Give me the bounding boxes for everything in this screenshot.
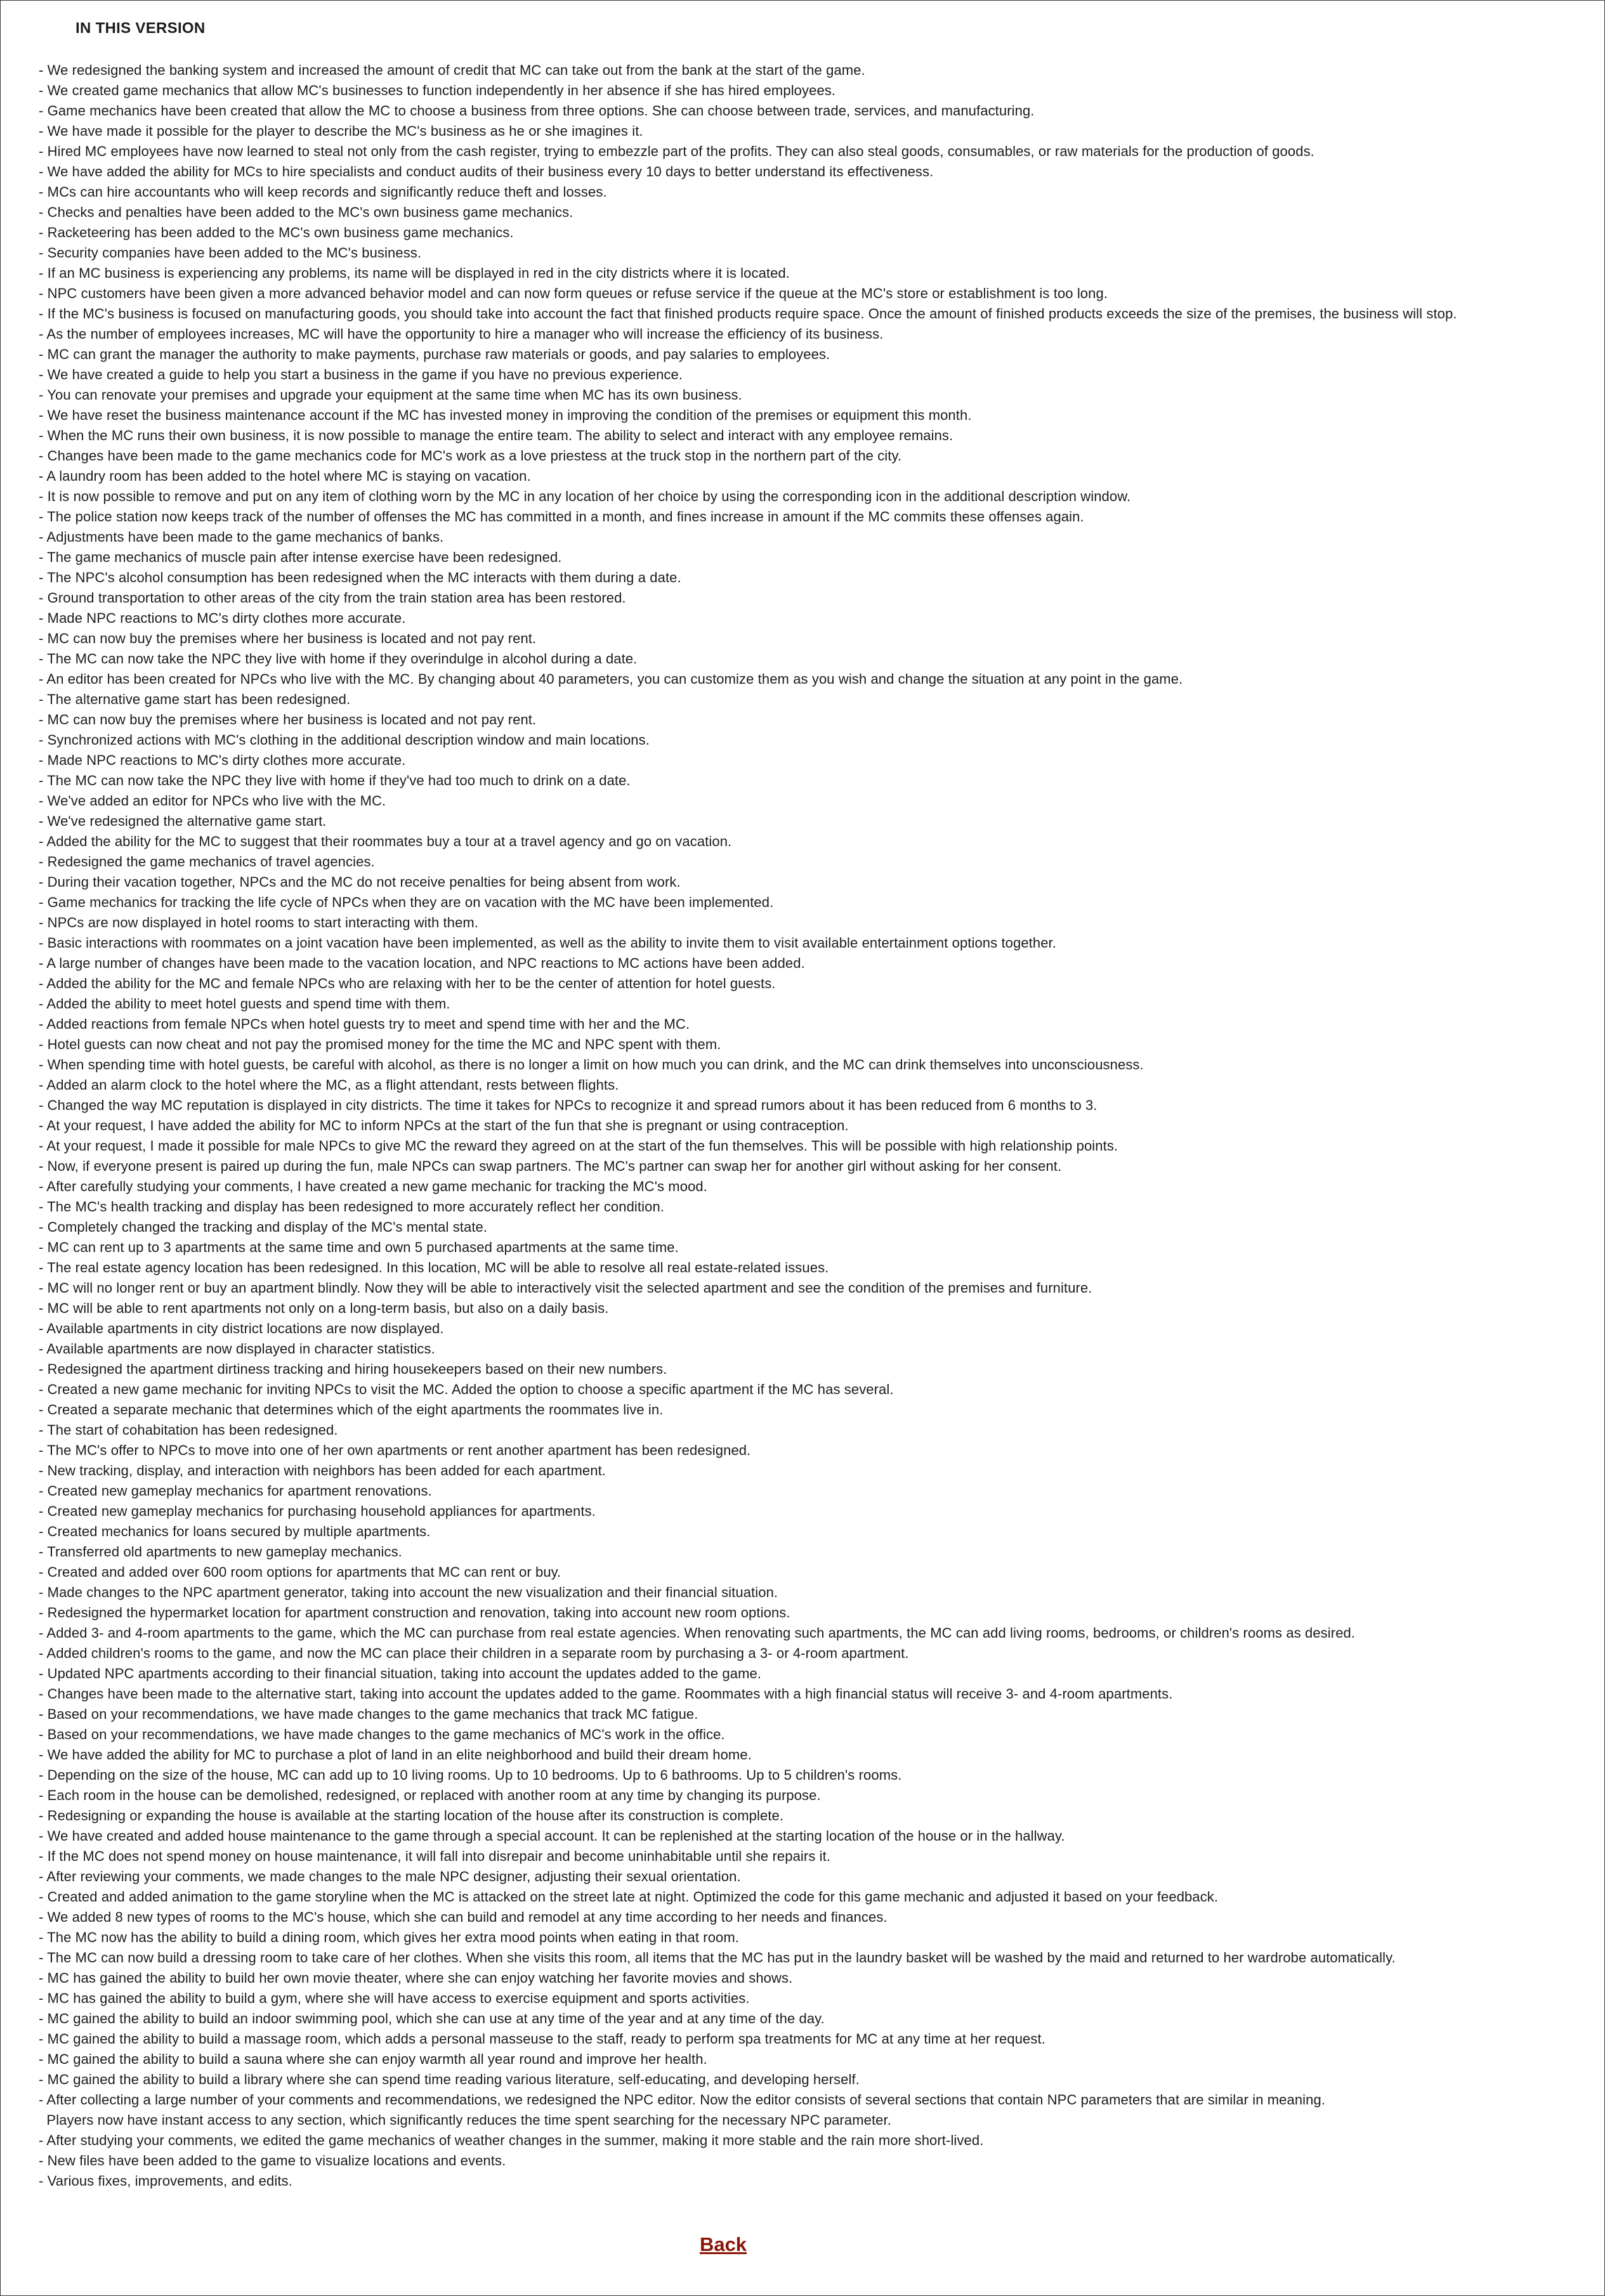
changelog-item: - The NPC's alcohol consumption has been redesigned when the MC interacts with them during a date. — [39, 570, 681, 585]
changelog-item: - When spending time with hotel guests, be careful with alcohol, as there is no longer a limit on how much you can drink, and the MC can drink themselves into unconsciousness. — [39, 1057, 1144, 1073]
changelog-item: - Added the ability for the MC to suggest that their roommates buy a tour at a travel agency and go on vacation. — [39, 833, 732, 849]
changelog-item: - Available apartments in city district locations are now displayed. — [39, 1321, 444, 1336]
changelog-item: - A laundry room has been added to the hotel where MC is staying on vacation. — [39, 468, 531, 484]
changelog-item: - If an MC business is experiencing any problems, its name will be displayed in red in the city districts where it is located. — [39, 265, 790, 281]
changelog-item: - Hotel guests can now cheat and not pay the promised money for the time the MC and NPC spent with them. — [39, 1036, 721, 1052]
changelog-item: - It is now possible to remove and put on any item of clothing worn by the MC in any location of her choice by using the corresponding icon in the additional description window. — [39, 488, 1131, 504]
changelog-item: - The MC's offer to NPCs to move into one of her own apartments or rent another apartment has been redesigned. — [39, 1442, 751, 1458]
changelog-item: - MCs can hire accountants who will keep records and significantly reduce theft and losses. — [39, 184, 607, 200]
changelog-item: - Ground transportation to other areas of the city from the train station area has been restored. — [39, 590, 626, 606]
changelog-item: - Made NPC reactions to MC's dirty clothes more accurate. — [39, 610, 406, 626]
changelog-item: - Adjustments have been made to the game mechanics of banks. — [39, 529, 444, 545]
changelog-item: - Created new gameplay mechanics for apartment renovations. — [39, 1483, 432, 1499]
changelog-item: - During their vacation together, NPCs and the MC do not receive penalties for being absent from work. — [39, 874, 681, 890]
changelog-item: - Created mechanics for loans secured by multiple apartments. — [39, 1523, 431, 1539]
changelog-item: - The MC can now take the NPC they live with home if they've had too much to drink on a date. — [39, 773, 631, 788]
changelog-item: - Available apartments are now displayed in character statistics. — [39, 1341, 435, 1357]
changelog-item: - MC will no longer rent or buy an apartment blindly. Now they will be able to interactively visit the selected apartment and see the condition of the premises and furniture. — [39, 1280, 1092, 1296]
changelog-item: - Game mechanics have been created that allow the MC to choose a business from three options. She can choose between trade, services, and manufacturing. — [39, 103, 1035, 119]
changelog-item: - We have made it possible for the player to describe the MC's business as he or she imagines it. — [39, 123, 643, 139]
changelog-item: - The MC can now take the NPC they live with home if they overindulge in alcohol during a date. — [39, 651, 638, 667]
changelog-item: - Created and added over 600 room options for apartments that MC can rent or buy. — [39, 1564, 561, 1580]
changelog-item: - We added 8 new types of rooms to the MC's house, which she can build and remodel at any time according to her needs and finances. — [39, 1909, 888, 1925]
changelog-item: - We redesigned the banking system and increased the amount of credit that MC can take out from the bank at the start of the game. — [39, 62, 865, 78]
changelog-item: - NPC customers have been given a more advanced behavior model and can now form queues or refuse service if the queue at the MC's store or establishment is too long. — [39, 285, 1108, 301]
changelog-item: - The real estate agency location has been redesigned. In this location, MC will be able to resolve all real estate-related issues. — [39, 1260, 829, 1275]
changelog-item: - New tracking, display, and interaction with neighbors has been added for each apartment. — [39, 1463, 606, 1478]
changelog-item: - Added the ability to meet hotel guests and spend time with them. — [39, 996, 450, 1012]
changelog-item: - Redesigned the hypermarket location for apartment construction and renovation, taking into account new room options. — [39, 1605, 790, 1621]
changelog-item: - We've redesigned the alternative game start. — [39, 813, 327, 829]
changelog-item: - Changes have been made to the game mechanics code for MC's work as a love priestess at the truck stop in the northern part of the city. — [39, 448, 902, 464]
changelog-item: - Basic interactions with roommates on a joint vacation have been implemented, as well as the ability to invite them to visit available entertainment options together. — [39, 935, 1056, 951]
changelog-item: - You can renovate your premises and upgrade your equipment at the same time when MC has its own business. — [39, 387, 742, 403]
changelog-item: - The MC's health tracking and display has been redesigned to more accurately reflect her condition. — [39, 1199, 664, 1215]
changelog-item: - After studying your comments, we edited the game mechanics of weather changes in the summer, making it more stable and the rain more short-lived. — [39, 2132, 984, 2148]
changelog-item: - Various fixes, improvements, and edits. — [39, 2173, 292, 2189]
changelog-item: - Redesigned the apartment dirtiness tracking and hiring housekeepers based on their new numbers. — [39, 1361, 667, 1377]
changelog-item: - The police station now keeps track of the number of offenses the MC has committed in a month, and fines increase in amount if the MC commits these offenses again. — [39, 509, 1084, 525]
changelog-item: - We've added an editor for NPCs who live with the MC. — [39, 793, 386, 809]
changelog-item: - We have added the ability for MC to purchase a plot of land in an elite neighborhood and build their dream home. — [39, 1747, 752, 1763]
page-title: IN THIS VERSION — [75, 20, 206, 37]
changelog-item: - Made changes to the NPC apartment generator, taking into account the new visualization and their financial situation. — [39, 1584, 778, 1600]
changelog-item: - Security companies have been added to the MC's business. — [39, 245, 422, 261]
changelog-item: - Each room in the house can be demolished, redesigned, or replaced with another room at any time by changing its purpose. — [39, 1787, 821, 1803]
changelog-item: - The MC can now build a dressing room to take care of her clothes. When she visits this room, all items that the MC has put in the laundry basket will be washed by the maid and returned to her wardrobe automatically. — [39, 1950, 1396, 1966]
changelog-item: - After carefully studying your comments, I have created a new game mechanic for tracking the MC's mood. — [39, 1178, 707, 1194]
changelog-item: - A large number of changes have been made to the vacation location, and NPC reactions to MC actions have been added. — [39, 955, 805, 971]
changelog-item: - Made NPC reactions to MC's dirty clothes more accurate. — [39, 752, 406, 768]
back-link-container — [39, 2233, 1598, 2256]
changelog-item: - When the MC runs their own business, it is now possible to manage the entire team. The ability to select and interact with any employee remains. — [39, 427, 953, 443]
changelog-item: - MC gained the ability to build an indoor swimming pool, which she can use at any time of the year and at any time of the day. — [39, 2011, 825, 2026]
changelog-item: - MC has gained the ability to build her own movie theater, where she can enjoy watching her favorite movies and shows. — [39, 1970, 793, 1986]
changelog-item: - The game mechanics of muscle pain after intense exercise have been redesigned. — [39, 549, 562, 565]
changelog-item: - We have created and added house maintenance to the game through a special account. It can be replenished at the starting location of the house or in the hallway. — [39, 1828, 1065, 1844]
changelog-item: - Created a separate mechanic that determines which of the eight apartments the roommates live in. — [39, 1402, 664, 1418]
back-link[interactable]: Back — [699, 2233, 747, 2255]
changelog-item: - Checks and penalties have been added to the MC's own business game mechanics. — [39, 204, 573, 220]
changelog-item: - The alternative game start has been redesigned. — [39, 691, 351, 707]
changelog-item: - MC can grant the manager the authority to make payments, purchase raw materials or goods, and pay salaries to employees. — [39, 346, 830, 362]
changelog-item: - Added the ability for the MC and female NPCs who are relaxing with her to be the center of attention for hotel guests. — [39, 975, 776, 991]
changelog-page — [1, 1, 1604, 2295]
changelog-item: - MC gained the ability to build a massage room, which adds a personal masseuse to the staff, ready to perform spa treatments for MC at any time at her request. — [39, 2031, 1045, 2047]
changelog-item: - Hired MC employees have now learned to steal not only from the cash register, trying to embezzle part of the profits. They can also steal goods, consumables, or raw materials for the production of goods. — [39, 143, 1314, 159]
changelog-item: - The start of cohabitation has been redesigned. — [39, 1422, 338, 1438]
changelog-item: - Racketeering has been added to the MC's own business game mechanics. — [39, 225, 514, 240]
changelog-item: - We have reset the business maintenance account if the MC has invested money in improving the condition of the premises or equipment this month. — [39, 407, 972, 423]
changelog-item: - Game mechanics for tracking the life cycle of NPCs when they are on vacation with the MC have been implemented. — [39, 894, 774, 910]
changelog-item: - Changed the way MC reputation is displayed in city districts. The time it takes for NPCs to recognize it and spread rumors about it has been reduced from 6 months to 3. — [39, 1097, 1097, 1113]
changelog-item: - Now, if everyone present is paired up during the fun, male NPCs can swap partners. The MC's partner can swap her for another girl without asking for her consent. — [39, 1158, 1062, 1174]
changelog-item: - NPCs are now displayed in hotel rooms to start interacting with them. — [39, 915, 479, 930]
changelog-item: - Transferred old apartments to new gameplay mechanics. — [39, 1544, 402, 1560]
changelog-item: - MC gained the ability to build a library where she can spend time reading various literature, self-educating, and developing herself. — [39, 2071, 860, 2087]
changelog-item: - New files have been added to the game to visualize locations and events. — [39, 2153, 506, 2169]
changelog-item: - We have created a guide to help you start a business in the game if you have no previous experience. — [39, 367, 683, 382]
changelog-item: - We have added the ability for MCs to hire specialists and conduct audits of their business every 10 days to better understand its effectiveness. — [39, 164, 934, 179]
changelog-item: Players now have instant access to any section, which significantly reduces the time spent searching for the necessary NPC parameter. — [39, 2112, 891, 2128]
changelog-item: - Added an alarm clock to the hotel where the MC, as a flight attendant, rests between flights. — [39, 1077, 619, 1093]
changelog-item: - Added children's rooms to the game, and now the MC can place their children in a separate room by purchasing a 3- or 4-room apartment. — [39, 1645, 909, 1661]
changelog-item: - Based on your recommendations, we have made changes to the game mechanics of MC's work in the office. — [39, 1726, 725, 1742]
changelog-item: - After reviewing your comments, we made changes to the male NPC designer, adjusting their sexual orientation. — [39, 1869, 741, 1884]
changelog-item: - MC gained the ability to build a sauna where she can enjoy warmth all year round and improve her health. — [39, 2051, 707, 2067]
changelog-item: - Updated NPC apartments according to their financial situation, taking into account the updates added to the game. — [39, 1666, 762, 1681]
changelog-item: - If the MC does not spend money on house maintenance, it will fall into disrepair and become uninhabitable until she repairs it. — [39, 1848, 831, 1864]
changelog-item: - MC can now buy the premises where her business is located and not pay rent. — [39, 712, 537, 727]
changelog-item: - Redesigned the game mechanics of travel agencies. — [39, 854, 375, 870]
changelog-item: - An editor has been created for NPCs who live with the MC. By changing about 40 parameters, you can customize them as you wish and change the situation at any point in the game. — [39, 671, 1183, 687]
changelog-item: - MC can now buy the premises where her business is located and not pay rent. — [39, 630, 537, 646]
changelog-list — [39, 60, 1598, 2191]
changelog-item: - Redesigning or expanding the house is available at the starting location of the house after its construction is complete. — [39, 1808, 784, 1823]
changelog-item: - Added reactions from female NPCs when hotel guests try to meet and spend time with her and the MC. — [39, 1016, 690, 1032]
changelog-item: - After collecting a large number of your comments and recommendations, we redesigned the NPC editor. Now the editor consists of several sections that contain NPC parameters that are similar in meaning. — [39, 2092, 1326, 2108]
changelog-item: - As the number of employees increases, MC will have the opportunity to hire a manager who will increase the efficiency of its business. — [39, 326, 884, 342]
changelog-item: - The MC now has the ability to build a dining room, which gives her extra mood points when eating in that room. — [39, 1929, 740, 1945]
changelog-item: - Synchronized actions with MC's clothing in the additional description window and main locations. — [39, 732, 650, 748]
changelog-item: - At your request, I have added the ability for MC to inform NPCs at the start of the fun that she is pregnant or using contraception. — [39, 1118, 849, 1133]
changelog-item: - Created new gameplay mechanics for purchasing household appliances for apartments. — [39, 1503, 596, 1519]
changelog-item: - Added 3- and 4-room apartments to the game, which the MC can purchase from real estate agencies. When renovating such apartments, the MC can add living rooms, bedrooms, or children's rooms as desired. — [39, 1625, 1356, 1641]
changelog-item: - If the MC's business is focused on manufacturing goods, you should take into account the fact that finished products require space. Once the amount of finished products exceeds the size of the premises, the business will stop. — [39, 306, 1457, 322]
changelog-item: - Changes have been made to the alternative start, taking into account the updates added to the game. Roommates with a high financial status will receive 3- and 4-room apartments. — [39, 1686, 1173, 1702]
changelog-item: - Created and added animation to the game storyline when the MC is attacked on the street late at night. Optimized the code for this game mechanic and adjusted it based on your feedback. — [39, 1889, 1219, 1905]
changelog-item: - MC can rent up to 3 apartments at the same time and own 5 purchased apartments at the same time. — [39, 1239, 679, 1255]
changelog-item: - Created a new game mechanic for inviting NPCs to visit the MC. Added the option to choose a specific apartment if the MC has several. — [39, 1381, 894, 1397]
changelog-item: - MC will be able to rent apartments not only on a long-term basis, but also on a daily basis. — [39, 1300, 609, 1316]
changelog-item: - Completely changed the tracking and display of the MC's mental state. — [39, 1219, 488, 1235]
changelog-item: - MC has gained the ability to build a gym, where she will have access to exercise equipment and sports activities. — [39, 1990, 750, 2006]
changelog-item: - At your request, I made it possible for male NPCs to give MC the reward they agreed on at the start of the fun themselves. This will be possible with high relationship points. — [39, 1138, 1118, 1154]
changelog-item: - We created game mechanics that allow MC's businesses to function independently in her absence if she has hired employees. — [39, 82, 836, 98]
changelog-item: - Based on your recommendations, we have made changes to the game mechanics that track MC fatigue. — [39, 1706, 698, 1722]
changelog-item: - Depending on the size of the house, MC can add up to 10 living rooms. Up to 10 bedrooms. Up to 6 bathrooms. Up to 5 children's rooms. — [39, 1767, 902, 1783]
